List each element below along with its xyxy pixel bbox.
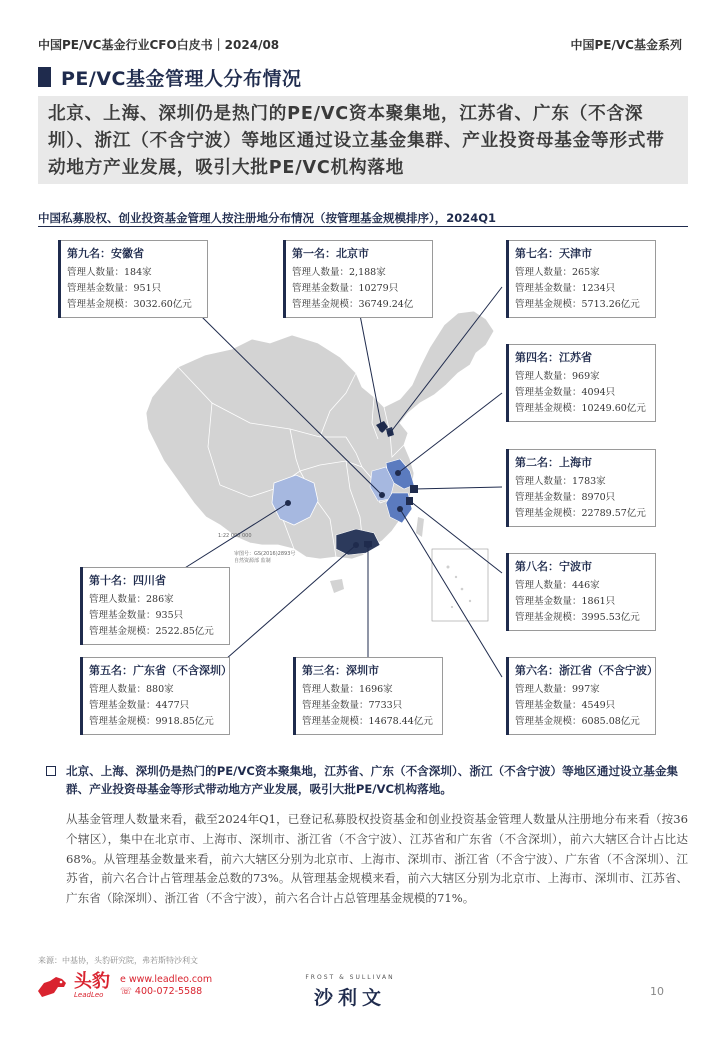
card-tianjin: 第七名：天津市 管理人数量：265家 管理基金数量：1234只 管理基金规模：5713.26亿元 [506,240,656,318]
web-icon: e [120,974,126,985]
map-review-number: 审图号：GS(2016)2893号 [234,551,296,557]
chart-title: 中国私募股权、创业投资基金管理人按注册地分布情况（按管理基金规模排序），2024Q1 [38,211,497,225]
page-header [38,36,682,54]
taiwan-island [416,517,424,537]
dot-ningbo [407,498,413,504]
dot-anhui [379,492,385,498]
dot-shenzhen [365,542,371,548]
bullet-square-icon [46,766,56,776]
hainan-island [330,579,344,593]
leadleo-logo: 头豹 LeadLeo e www.leadleo.com ☏ 400-072-5588 [36,973,212,999]
phone-icon: ☏ [120,986,132,997]
leopard-icon [36,973,70,999]
dot-sichuan [285,500,291,506]
leader-line-shanghai [414,487,502,489]
frost-sullivan-logo: FROST & SULLIVAN 沙利文 [305,974,395,1009]
dot-tianjin [387,430,393,436]
source-note: 来源：中基协，头豹研究院，弗若斯特沙利文 [38,956,198,965]
bullet-point: 北京、上海、深圳仍是热门的PE/VC资本聚集地，江苏省、广东（不含深圳）、浙江（不含宁波）等地区通过设立基金集群、产业投资母基金等形式带动地方产业发展，吸引大批PE/VC机构落地。 [66,762,688,798]
card-zhejiang: 第六名：浙江省（不含宁波） 管理人数量：997家 管理基金数量：4549只 管理基金规模：6085.08亿元 [506,657,656,735]
china-landmass [146,311,494,559]
map-scale: 1:22 000 000 [218,533,252,539]
page-number: 10 [650,985,664,998]
card-anhui: 第九名：安徽省 管理人数量：184家 管理基金数量：951只 管理基金规模：3032.60亿元 [58,240,208,318]
card-jiangsu: 第四名：江苏省 管理人数量：969家 管理基金数量：4094只 管理基金规模：10249.60亿元 [506,344,656,422]
south-sea-inset [432,549,488,621]
body-paragraph: 从基金管理人数量来看，截至2024年Q1，已登记私募股权投资基金和创业投资基金管理人数量从注册地分布来看（按36个辖区），集中在北京市、上海市、深圳市、浙江省（不含宁波）、江苏省和广东省（不含深圳），前六大辖区合计占比达68%。从管理基金数量来看，前六大辖区分别为北京市、上海市、深圳市、浙江省（不含宁波）、广东省（不含深圳）、江苏省，前六名合计占管理基金总数的73%。从管理基金规模来看，前六大辖区分别为北京市、上海市、深圳市、江苏省、广东省（除深圳）、浙江省（不含宁波），前六名合计占总管理基金规模的71%。 [66,812,688,906]
map-publisher: 自然资源部 监制 [234,558,271,564]
section-title: PE/VC基金管理人分布情况 [38,66,302,88]
dot-jiangsu [395,470,401,476]
header-right: 中国PE/VC基金系列 [570,38,682,52]
guangdong-region [336,529,380,555]
card-sichuan: 第十名：四川省 管理人数量：286家 管理基金数量：935只 管理基金规模：2522.85亿元 [80,567,230,645]
section-marker [38,67,51,87]
card-guangdong: 第五名：广东省（不含深圳） 管理人数量：880家 管理基金数量：4477只 管理基金规模：9918.85亿元 [80,657,230,735]
dot-beijing [379,426,385,432]
card-shanghai: 第二名：上海市 管理人数量：1783家 管理基金数量：8970只 管理基金规模：22789.57亿元 [506,449,656,527]
china-map-figure [0,227,720,747]
dot-guangdong [353,542,359,548]
summary-box: 北京、上海、深圳仍是热门的PE/VC资本聚集地，江苏省、广东（不含深圳）、浙江（不含宁波）等地区通过设立基金集群、产业投资母基金等形式带动地方产业发展，吸引大批PE/VC机构落地 [38,96,688,184]
contact-info: e www.leadleo.com ☏ 400-072-5588 [120,974,213,997]
dot-shanghai [411,486,417,492]
card-ningbo: 第八名：宁波市 管理人数量：446家 管理基金数量：1861只 管理基金规模：3995.53亿元 [506,553,656,631]
card-shenzhen: 第三名：深圳市 管理人数量：1696家 管理基金数量：7733只 管理基金规模：14678.44亿元 [293,657,443,735]
dot-zhejiang [397,506,403,512]
card-beijing: 第一名：北京市 管理人数量：2,188家 管理基金数量：10279只 管理基金规模：36749.24亿 [283,240,433,318]
header-left: 中国PE/VC基金行业CFO白皮书｜2024/08 [38,38,280,52]
